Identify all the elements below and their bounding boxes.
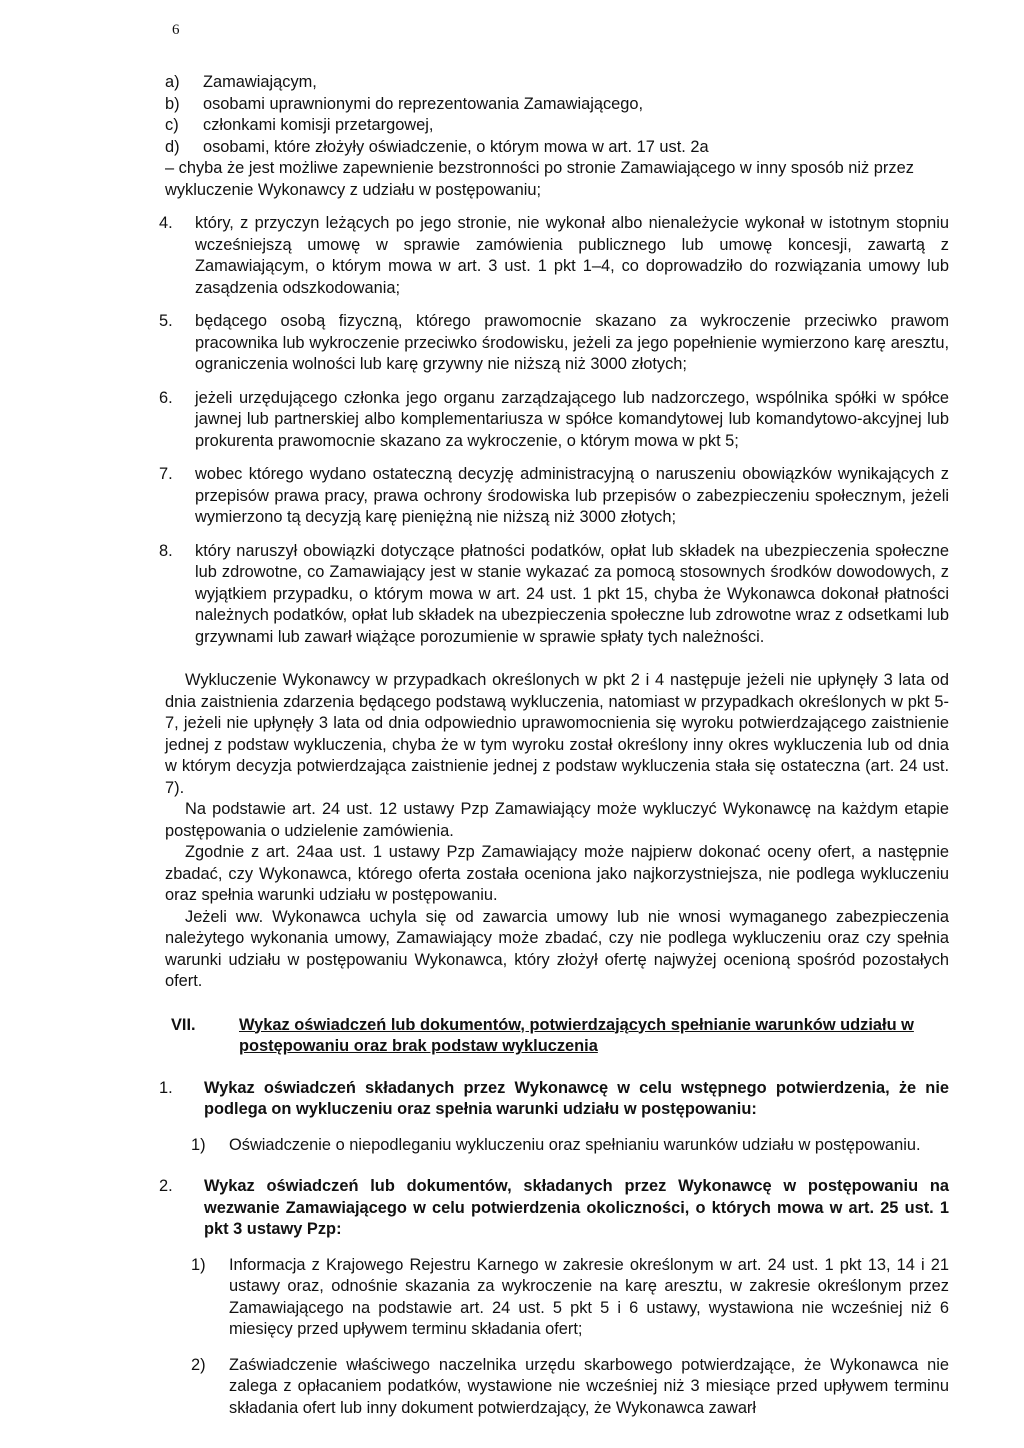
item-text: Wykaz oświadczeń składanych przez Wykonawcę w celu wstępnego potwierdzenia, że nie podlega on wykluczeniu oraz spełnia warunki udziału w postępowaniu: xyxy=(204,1078,949,1118)
item-text: który naruszył obowiązki dotyczące płatności podatków, opłat lub składek na ubezpieczenia społeczne lub zdrowotne, co Zamawiający jest w stanie wykazać za pomocą stosownych środków dowodowych, z wyjątkiem przypadku, o którym mowa w art. 24 ust. 1 pkt 15, chyba że Wykonawca dokonał płatności należnych podatków, opłat lub składek na ubezpieczenia społeczne lub zdrowotne wraz z odsetkami lub grzywnami lub zawarł wiążące porozumienie w sprawie spłaty tych należności. xyxy=(195,541,949,646)
list-marker: a) xyxy=(165,73,180,91)
list-note: – chyba że jest możliwe zapewnienie bezstronności po stronie Zamawiającego w inny sposób niż przez wykluczenie Wykonawcy z udziału w postępowaniu; xyxy=(165,159,914,199)
document-body xyxy=(159,72,949,1419)
item-number: 4. xyxy=(159,214,173,232)
item-text: wobec którego wydano ostateczną decyzję administracyjną o naruszeniu obowiązków wynikających z przepisów prawa pracy, prawa ochrony środowiska lub przepisów o zabezpieczeniu społecznym, jeżeli wymierzono tą decyzją karę pieniężną nie niższą niż 3000 złotych; xyxy=(195,465,949,526)
numbered-item xyxy=(159,464,949,529)
item-number: 6. xyxy=(159,388,173,407)
section-heading xyxy=(159,1015,949,1058)
item-number: 8. xyxy=(159,541,173,560)
list-item-text: Zamawiającym, xyxy=(203,73,317,91)
sub-item xyxy=(159,1355,949,1420)
numbered-item xyxy=(159,213,949,299)
paragraph: Jeżeli ww. Wykonawca uchyla się od zawarcia umowy lub nie wnosi wymaganego zabezpieczenia należytego wykonania umowy, Zamawiający może zbadać, czy nie podlega wykluczeniu oraz czy spełnia warunki udziału w postępowaniu Wykonawca, który złożył ofertę najwyżej ocenioną spośród pozostałych ofert. xyxy=(165,907,949,990)
list-item xyxy=(159,115,949,137)
sub-item xyxy=(159,1255,949,1341)
list-item-text: członkami komisji przetargowej, xyxy=(203,116,434,134)
section-number: VII. xyxy=(171,1015,196,1034)
sub-item-text: Informacja z Krajowego Rejestru Karnego w zakresie określonym w art. 24 ust. 1 pkt 13, 14 i 21 ustawy oraz, odnośnie skazania za wykroczenie na karę aresztu, w zakresie określonym przez Zamawiającego na podstawie art. 24 ust. 5 pkt 5 i 6 ustawy, wystawiona nie wcześniej niż 6 miesięcy przed upływem terminu składania ofert; xyxy=(229,1255,949,1338)
section-item xyxy=(159,1078,949,1121)
list-item xyxy=(159,94,949,116)
list-item xyxy=(159,137,949,159)
sub-item-number: 2) xyxy=(191,1355,206,1374)
item-number: 7. xyxy=(159,465,173,483)
numbered-item xyxy=(159,311,949,376)
page-number: 6 xyxy=(172,22,180,38)
numbered-item xyxy=(159,541,949,649)
paragraph: Wykluczenie Wykonawcy w przypadkach określonych w pkt 2 i 4 następuje jeżeli nie upłynęły 3 lata od dnia zaistnienia zdarzenia będącego podstawą wykluczenia, natomiast w przypadkach określonych w pkt 5-7, jeżeli nie upłynęły 3 lata od dnia odpowiednio uprawomocnienia się wyroku potwierdzającego zaistnienie jednej z podstaw wykluczenia, chyba że w tym wyroku został określony inny okres wykluczenia lub od dnia w którym decyzja potwierdzająca zaistnienie jednej z podstaw wykluczenia stała się ostateczna (art. 24 ust. 7). xyxy=(165,671,949,797)
list-item xyxy=(159,72,949,94)
letter-list xyxy=(159,72,949,201)
item-text: jeżeli urzędującego członka jego organu zarządzającego lub nadzorczego, wspólnika spółki w spółce jawnej lub partnerskiej albo komplementariusza w spółce komandytowej lub komandytowo-akcyjnej lub prokurenta prawomocnie skazano za wykroczenie, o którym mowa w pkt 5; xyxy=(195,388,949,450)
item-number: 1. xyxy=(159,1078,173,1097)
sub-item-number: 1) xyxy=(191,1255,206,1274)
section-title: Wykaz oświadczeń lub dokumentów, potwierdzających spełnianie warunków udziału w postępowaniu oraz brak podstaw wykluczenia xyxy=(239,1015,914,1055)
sub-item-number: 1) xyxy=(191,1135,206,1154)
section-item xyxy=(159,1176,949,1241)
list-item-text: osobami, które złożyły oświadczenie, o którym mowa w art. 17 ust. 2a xyxy=(203,137,709,156)
list-marker: d) xyxy=(165,137,180,156)
sub-item xyxy=(159,1135,949,1157)
item-number: 5. xyxy=(159,312,173,330)
list-marker: c) xyxy=(165,116,179,134)
list-marker: b) xyxy=(165,94,180,113)
paragraph: Na podstawie art. 24 ust. 12 ustawy Pzp Zamawiający może wykluczyć Wykonawcę na każdym etapie postępowania o udzielenie zamówienia. xyxy=(165,800,949,840)
list-item-text: osobami uprawnionymi do reprezentowania Zamawiającego, xyxy=(203,94,644,113)
item-text: Wykaz oświadczeń lub dokumentów, składanych przez Wykonawcę w postępowaniu na wezwanie Zamawiającego w celu potwierdzenia okoliczności, o których mowa w art. 25 ust. 1 pkt 3 ustawy Pzp: xyxy=(204,1177,949,1238)
sub-item-text: Oświadczenie o niepodleganiu wykluczeniu oraz spełnianiu warunków udziału w postępowaniu. xyxy=(229,1135,921,1154)
item-text: który, z przyczyn leżących po jego stronie, nie wykonał albo nienależycie wykonał w istotnym stopniu wcześniejszą umowę w sprawie zamówienia publicznego lub umowę koncesji, zawartą z Zamawiającym, o którym mowa w art. 3 ust. 1 pkt 1–4, co doprowadziło do rozwiązania umowy lub zasądzenia odszkodowania; xyxy=(195,214,949,297)
item-number: 2. xyxy=(159,1177,173,1195)
item-text: będącego osobą fizyczną, którego prawomocnie skazano za wykroczenie przeciwko prawom pracownika lub wykroczenie przeciwko środowisku, jeżeli za jego popełnienie wymierzono karę aresztu, ograniczenia wolności lub karę grzywny nie niższą niż 3000 złotych; xyxy=(195,312,949,373)
sub-item-text: Zaświadczenie właściwego naczelnika urzędu skarbowego potwierdzające, że Wykonawca nie zalega z opłacaniem podatków, wystawione nie wcześniej niż 3 miesiące przed upływem terminu składania ofert lub inny dokument potwierdzający, że Wykonawca zawarł xyxy=(229,1355,949,1417)
paragraph: Zgodnie z art. 24aa ust. 1 ustawy Pzp Zamawiający może najpierw dokonać oceny ofert, a następnie zbadać, czy Wykonawca, którego oferta została oceniona jako najkorzystniejsza, nie podlega wykluczeniu oraz spełnia warunki udziału w postępowaniu. xyxy=(165,843,949,904)
numbered-item xyxy=(159,388,949,453)
